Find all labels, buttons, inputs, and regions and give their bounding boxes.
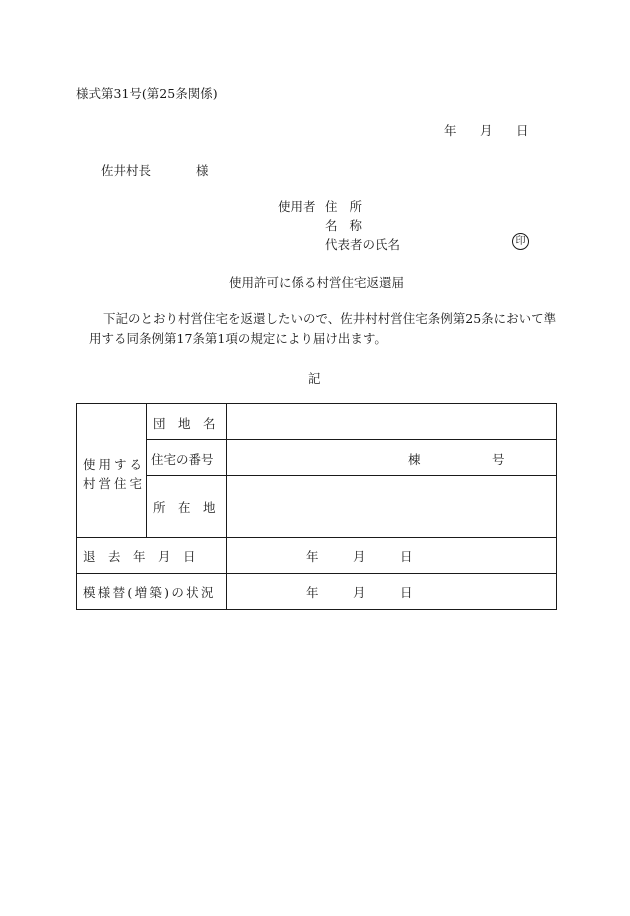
remodel-day-label: 日 (400, 585, 413, 600)
table-border-bottom (76, 609, 557, 610)
table-row-line-4 (76, 573, 557, 574)
date-year-label: 年 (444, 123, 457, 138)
table-row-line-1 (146, 439, 557, 440)
move-out-date-label: 退 去 年 月 日 (83, 549, 196, 564)
addressee-name: 佐井村長 (101, 163, 152, 178)
ki-label: 記 (308, 371, 321, 386)
move-out-year-label: 年 (306, 549, 319, 564)
applicant-address-label: 住所 (325, 199, 375, 214)
table-border-right (556, 403, 557, 610)
document-body: 下記のとおり村営住宅を返還したいので、佐井村村営住宅条例第25条において準用する同条例第17条第1項の規定により届け出ます。 (89, 311, 557, 346)
form-number: 様式第31号(第25条関係) (76, 86, 218, 101)
applicant-user-label: 使用者 (278, 199, 316, 214)
date-day-label: 日 (516, 123, 529, 138)
location-label: 所 在 地 (153, 500, 216, 515)
date-month-label: 月 (480, 123, 493, 138)
document-title: 使用許可に係る村営住宅返還届 (229, 275, 405, 290)
applicant-representative-label: 代表者の氏名 (325, 237, 401, 252)
number-unit-label: 号 (492, 452, 505, 467)
building-unit-label: 棟 (408, 452, 421, 467)
table-border-left (76, 403, 77, 610)
table-border-top (76, 403, 557, 404)
table-row-line-2 (146, 475, 557, 476)
remodel-month-label: 月 (353, 585, 366, 600)
applicant-name-label: 名称 (325, 218, 375, 233)
move-out-month-label: 月 (353, 549, 366, 564)
remodel-status-label: 模様替(増築)の状況 (83, 585, 216, 600)
table-divider-group (146, 403, 147, 537)
move-out-day-label: 日 (400, 549, 413, 564)
addressee-honorific: 様 (196, 163, 209, 178)
seal-icon: 印 (512, 233, 529, 250)
remodel-year-label: 年 (306, 585, 319, 600)
table-row-line-3 (76, 537, 557, 538)
using-house-label-line2: 村営住宅 (83, 476, 146, 491)
house-number-label: 住宅の番号 (151, 452, 214, 467)
using-house-label-line1: 使用する (83, 457, 146, 472)
using-house-label (83, 455, 146, 493)
estate-name-label: 団 地 名 (153, 416, 216, 431)
table-divider-label (226, 403, 227, 610)
